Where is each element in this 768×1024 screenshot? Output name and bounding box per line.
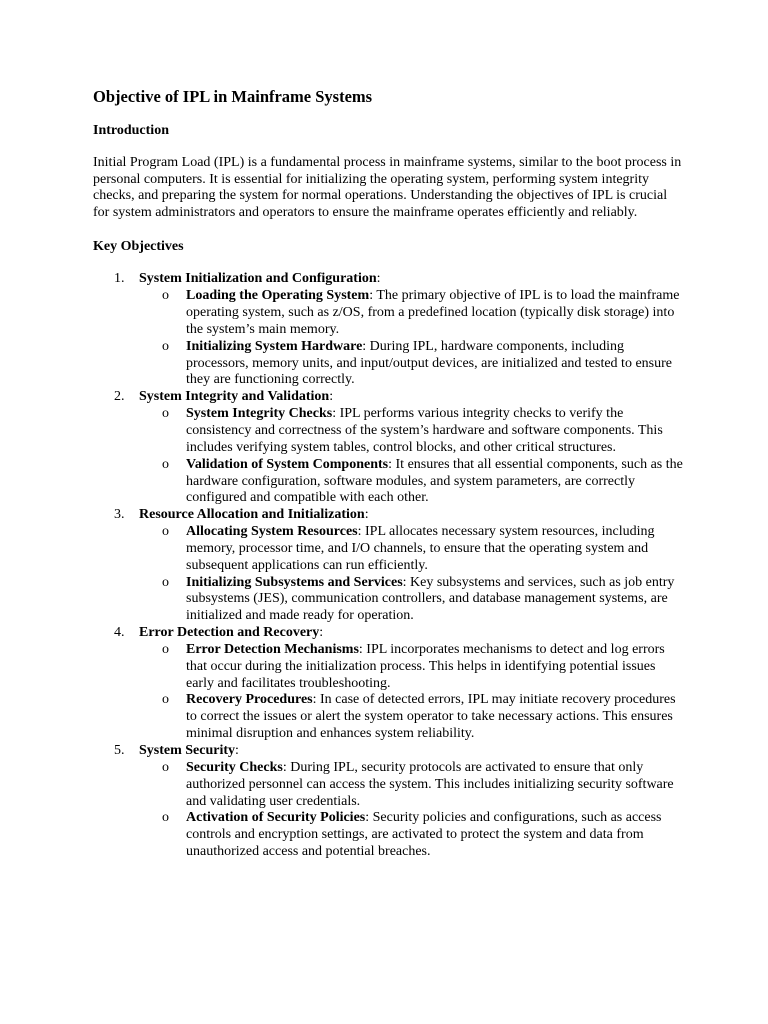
bullet-marker: o [162, 692, 169, 708]
subobjective-item [139, 524, 683, 575]
subobjective-item [139, 692, 683, 743]
objective-number: 5. [114, 743, 125, 758]
subobjective-text: : It ensures that all essential components, such as the hardware configuration, software modules, and system parameters, are correctly configured and compatible with each other. [186, 456, 683, 506]
objective-title: Error Detection and Recovery [139, 625, 320, 641]
subobjective-text: : In case of detected errors, IPL may initiate recovery procedures to correct the issues or alert the system operator to take necessary actions. This ensures minimal disruption and enhances system reliability. [186, 692, 676, 742]
bullet-marker: o [162, 456, 169, 472]
objective-item [93, 507, 683, 625]
subobjective-text: : During IPL, hardware components, including processors, memory units, and input/output devices, are initialized and tested to ensure they are functioning correctly. [186, 338, 672, 388]
document-title: Objective of IPL in Mainframe Systems [93, 87, 373, 106]
document-page [93, 86, 683, 861]
subobjective-text: : IPL allocates necessary system resources, including memory, processor time, and I/O channels, to ensure that the operating system and subsequent applications can run efficiently. [186, 524, 655, 573]
subobjective-text: : IPL incorporates mechanisms to detect and log errors that occur during the initialization process. This helps in identifying potential issues early and facilitates troubleshooting. [186, 641, 665, 691]
subobjective-text: : Security policies and configurations, such as access controls and encryption settings, are activated to protect the system and data from unauthorized access and potential breaches. [186, 810, 662, 860]
subobjective-title: Allocating System Resources [186, 524, 358, 540]
subobjective-title: System Integrity Checks [186, 406, 333, 422]
bullet-marker: o [162, 524, 169, 540]
subobjective-item [139, 575, 683, 626]
subobjective-item [139, 288, 683, 339]
bullet-marker: o [162, 288, 169, 304]
bullet-marker: o [162, 759, 169, 775]
subobjective-text: : The primary objective of IPL is to load the mainframe operating system, such as z/OS, from a predefined location (typically disk storage) into the system’s main memory. [186, 288, 680, 337]
introduction-paragraph: Initial Program Load (IPL) is a fundamental process in mainframe systems, similar to the boot process in personal computers. It is essential for initializing the operating system, performing system integrity checks, and preparing the system for normal operations. Understanding the objectives of IPL is crucial for system administrators and operators to ensure the mainframe operates efficiently and reliably. [93, 155, 682, 220]
bullet-marker: o [162, 406, 169, 422]
objective-item [93, 389, 683, 507]
subobjective-title: Loading the Operating System [186, 288, 370, 304]
objective-sublist [139, 760, 683, 861]
objective-suffix: : [235, 743, 239, 758]
bullet-marker: o [162, 338, 169, 354]
objective-sublist [139, 406, 683, 507]
subobjective-text: : Key subsystems and services, such as job entry subsystems (JES), communication controllers, and database management systems, are initialized and made ready for operation. [186, 574, 675, 624]
objective-suffix: : [376, 271, 381, 287]
subobjective-title: Validation of System Components [186, 456, 389, 472]
key-objectives-heading: Key Objectives [93, 239, 184, 255]
key-objectives-list [93, 271, 683, 861]
objective-item [93, 625, 683, 743]
subobjective-item [139, 760, 683, 811]
objective-sublist [139, 288, 683, 389]
objective-suffix: : [319, 625, 324, 641]
objective-sublist [139, 524, 683, 625]
bullet-marker: o [162, 810, 169, 826]
objective-number: 2. [114, 389, 125, 405]
objective-title: System Initialization and Configuration [139, 271, 377, 287]
subobjective-item [139, 339, 683, 390]
objective-suffix: : [329, 389, 334, 405]
subobjective-item [139, 406, 683, 457]
bullet-marker: o [162, 641, 169, 657]
subobjective-title: Initializing Subsystems and Services [186, 574, 403, 590]
objective-title: System Security [139, 743, 236, 758]
objective-number: 3. [114, 507, 125, 523]
subobjective-text: : During IPL, security protocols are activated to ensure that only authorized personnel can access the system. This includes initializing security software and validating user credentials. [186, 759, 674, 809]
subobjective-title: Security Checks [186, 759, 283, 775]
subobjective-title: Initializing System Hardware [186, 338, 363, 354]
objective-number: 4. [114, 625, 125, 641]
subobjective-item [139, 642, 683, 693]
subobjective-title: Recovery Procedures [186, 692, 313, 708]
objective-title: System Integrity and Validation [139, 389, 330, 405]
subobjective-text: : IPL performs various integrity checks to verify the consistency and correctness of the system’s hardware and software components. This includes verifying system tables, control blocks, and other critical structures. [186, 406, 663, 455]
objective-item [93, 271, 683, 389]
subobjective-item [139, 457, 683, 508]
bullet-marker: o [162, 574, 169, 590]
objective-number: 1. [114, 271, 125, 287]
introduction-heading: Introduction [93, 123, 169, 138]
subobjective-item [139, 810, 683, 861]
subobjective-title: Error Detection Mechanisms [186, 641, 359, 657]
objective-title: Resource Allocation and Initialization [139, 507, 365, 523]
objective-suffix: : [364, 507, 369, 523]
objective-item [93, 743, 683, 861]
subobjective-title: Activation of Security Policies [186, 810, 366, 826]
objective-sublist [139, 642, 683, 743]
